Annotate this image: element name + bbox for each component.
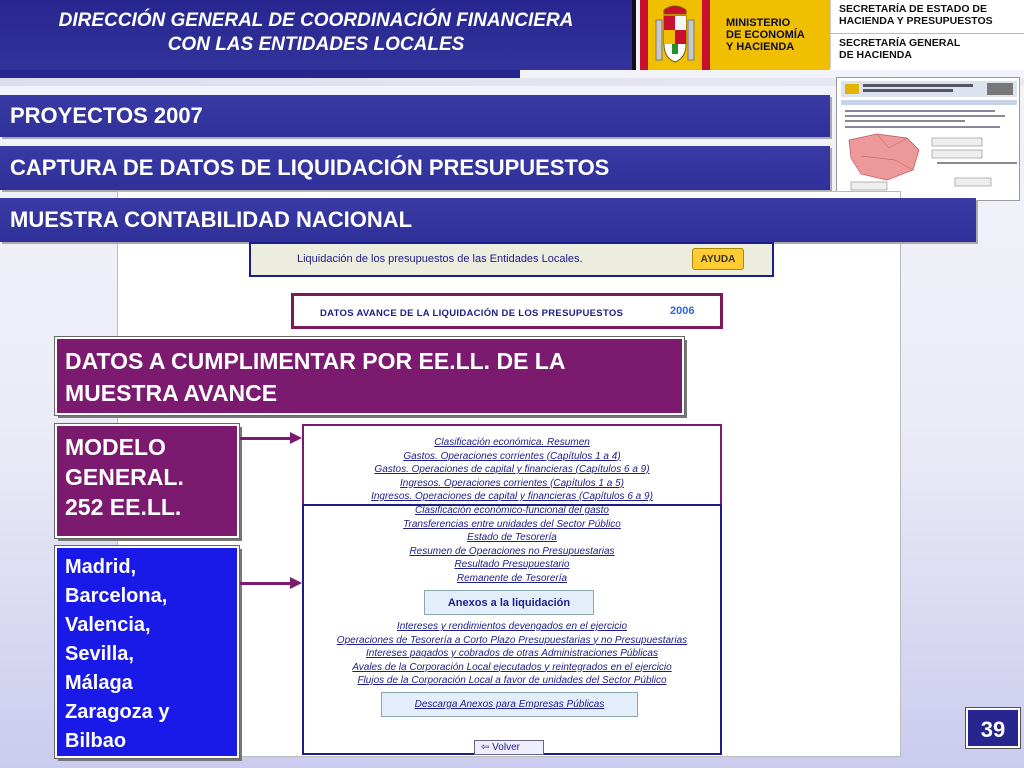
header-strip <box>0 70 520 78</box>
form-link[interactable]: Gastos. Operaciones corrientes (Capítulos 1 a 4) <box>403 450 621 462</box>
ministry-label: MINISTERIO DE ECONOMÍA Y HACIENDA <box>726 17 805 53</box>
form-link[interactable]: Avales de la Corporación Local ejecutados y reintegrados en el ejercicio <box>352 661 672 673</box>
form-link[interactable]: Clasificación económica. Resumen <box>434 437 590 448</box>
form-link[interactable]: Estado de Tesorería <box>467 532 557 543</box>
header-title <box>0 0 636 70</box>
coat-of-arms-icon <box>640 0 710 70</box>
form-link[interactable]: Operaciones de Tesorería a Corto Plazo Presupuestarias y no Presupuestarias <box>336 634 688 646</box>
section-bar-muestra: MUESTRA CONTABILIDAD NACIONAL <box>0 198 976 242</box>
ministry-name <box>716 17 805 53</box>
links-mid-list <box>302 504 722 585</box>
app-banner-label: Liquidación de los presupuestos de las Entidades Locales. <box>297 253 583 265</box>
descarga-anexos-button[interactable]: Descarga Anexos para Empresas Públicas <box>381 692 638 717</box>
ministry-block <box>640 0 830 70</box>
form-link[interactable]: Resultado Presupuestario <box>454 559 570 570</box>
section-bar-captura: CAPTURA DE DATOS DE LIQUIDACIÓN PRESUPUESTOS <box>0 146 830 190</box>
form-link[interactable]: Resumen de Operaciones no Presupuestarias <box>409 545 615 557</box>
datos-avance-year: 2006 <box>670 305 695 317</box>
datos-avance-title <box>291 293 723 329</box>
volver-button[interactable] <box>474 740 544 755</box>
form-link[interactable]: Gastos. Operaciones de capital y financieras (Capítulos 6 a 9) <box>374 464 650 475</box>
form-link[interactable]: Ingresos. Operaciones corrientes (Capítulos 1 a 5) <box>400 477 624 489</box>
links-anexos-list <box>302 620 722 688</box>
callout-modelo-general: MODELO GENERAL. 252 EE.LL. <box>55 424 239 538</box>
secretariats <box>830 0 1024 70</box>
form-link[interactable]: Transferencias entre unidades del Sector Público <box>403 518 621 530</box>
header-title-line1: DIRECCIÓN GENERAL DE COORDINACIÓN FINANCIERA <box>58 10 574 31</box>
page-number: 39 <box>966 708 1020 748</box>
header-title-line2: CON LAS ENTIDADES LOCALES <box>167 34 465 55</box>
form-link[interactable]: Ingresos. Operaciones de capital y financieras (Capítulos 6 a 9) <box>371 491 653 502</box>
arrow-modelo-icon <box>240 437 292 440</box>
back-arrow-icon: ⇦ <box>481 742 490 753</box>
datos-avance-label: DATOS AVANCE DE LA LIQUIDACIÓN DE LOS PRESUPUESTOS <box>320 308 624 319</box>
callout-datos-cumplimentar: DATOS A CUMPLIMENTAR POR EE.LL. DE LA MUESTRA AVANCE <box>55 337 684 415</box>
form-link[interactable]: Intereses pagados y cobrados de otras Administraciones Públicas <box>365 648 658 659</box>
website-thumbnail <box>836 77 1020 201</box>
form-link[interactable]: Remanente de Tesorería <box>456 572 568 584</box>
form-link[interactable]: Intereses y rendimientos devengados en el ejercicio <box>396 621 628 632</box>
arrow-ciudades-icon <box>240 582 292 585</box>
help-button[interactable]: AYUDA <box>692 248 744 270</box>
app-banner <box>249 242 774 277</box>
form-link[interactable]: Clasificación económico-funcional del gasto <box>415 505 609 516</box>
secretaria-estado: SECRETARÍA DE ESTADO DE HACIENDA Y PRESUPUESTOS <box>830 0 1024 34</box>
volver-label: Volver <box>492 742 520 753</box>
secretaria-general: SECRETARÍA GENERAL DE HACIENDA <box>830 34 1024 68</box>
section-bar-proyectos: PROYECTOS 2007 <box>0 95 830 137</box>
links-top-list <box>302 436 722 504</box>
callout-ciudades: Madrid, Barcelona, Valencia, Sevilla, Málaga Zaragoza y Bilbao <box>55 546 239 758</box>
anexos-button[interactable]: Anexos a la liquidación <box>424 590 594 615</box>
form-link[interactable]: Flujos de la Corporación Local a favor de unidades del Sector Público <box>357 675 667 686</box>
